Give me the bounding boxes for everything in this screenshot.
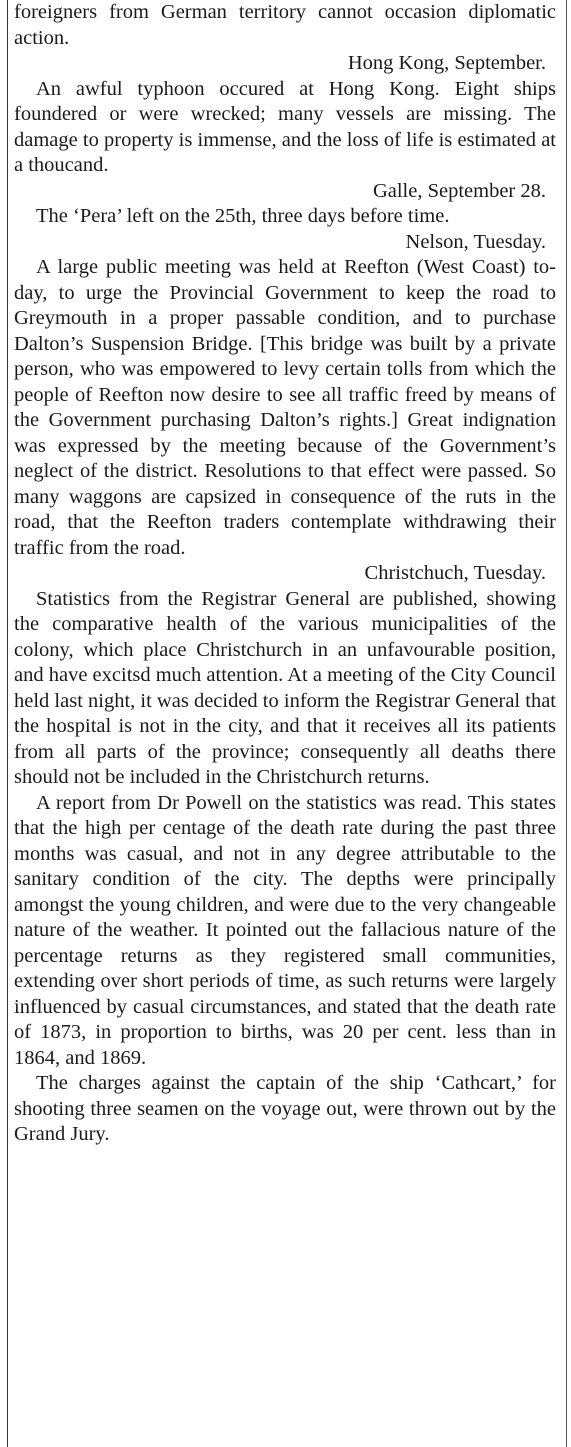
newspaper-column bbox=[7, 0, 556, 1447]
article-paragraph-statistics: Statistics from the Registrar General are published, showing the comparative health of the various municipalities of the colony, which place Christchurch in an unfavourable position, and have excitsd much attention. At a meeting of the City Council held last night, it was decided to inform the Registrar General that the hospital is not in the city, and that it receives all its patients from all parts of the province; consequently all deaths there should not be included in the Christchurch returns. bbox=[14, 587, 556, 788]
dateline-galle: Galle, September 28. bbox=[372, 179, 546, 202]
dateline-hong-kong: Hong Kong, September. bbox=[347, 52, 546, 74]
article-paragraph-powell-report: A report from Dr Powell on the statistics was read. This states that the high per centage of the death rate during the past three months was casual, and not in any degree attributable to the sanitary condition of the city. The depths were principally amongst the young children, and were due to the very changeable nature of the weather. It pointed out the fallacious nature of the percentage returns as they registered small communities, extending over short periods of time, as such returns were largely influenced by casual circumstances, and stated that the death rate of 1873, in proportion to births, was 20 per cent. less than in 1864, and 1869. bbox=[14, 791, 556, 1069]
article-paragraph-continued: foreigners from German territory cannot occasion diplomatic action. bbox=[14, 1, 556, 49]
article-paragraph-cathcart: The charges against the captain of the ship ‘Cathcart,’ for shooting three seamen on the voyage out, were thrown out by the Grand Jury. bbox=[14, 1072, 556, 1145]
article-paragraph-reefton: A large public meeting was held at Reefton (West Coast) to-day, to urge the Provincial Government to keep the road to Greymouth in a proper passable condition, and to purchase Dalton’s Suspension Bridge. [This bridge was built by a private person, who was empowered to levy certain tolls from which the people of Reefton now desire to see all traffic freed by means of the Government purchasing Dalton’s rights.] Great indignation was expressed by the meeting because of the Government’s neglect of the district. Resolutions to that effect were passed. So many waggons are capsized in consequence of the ruts in the road, that the Reefton traders contemplate withdrawing their traffic from the road. bbox=[14, 256, 556, 559]
dateline-christchurch: Christchuch, Tuesday. bbox=[364, 562, 546, 584]
article-paragraph-pera: The ‘Pera’ left on the 25th, three days before time. bbox=[36, 205, 450, 227]
dateline-nelson: Nelson, Tuesday. bbox=[405, 230, 546, 253]
column-rule bbox=[566, 0, 567, 1447]
article-paragraph-typhoon: An awful typhoon occured at Hong Kong. Eight ships foundered or were wrecked; many vessels are missing. The damage to property is immense, and the loss of life is estimated at a thoucand. bbox=[14, 77, 556, 176]
